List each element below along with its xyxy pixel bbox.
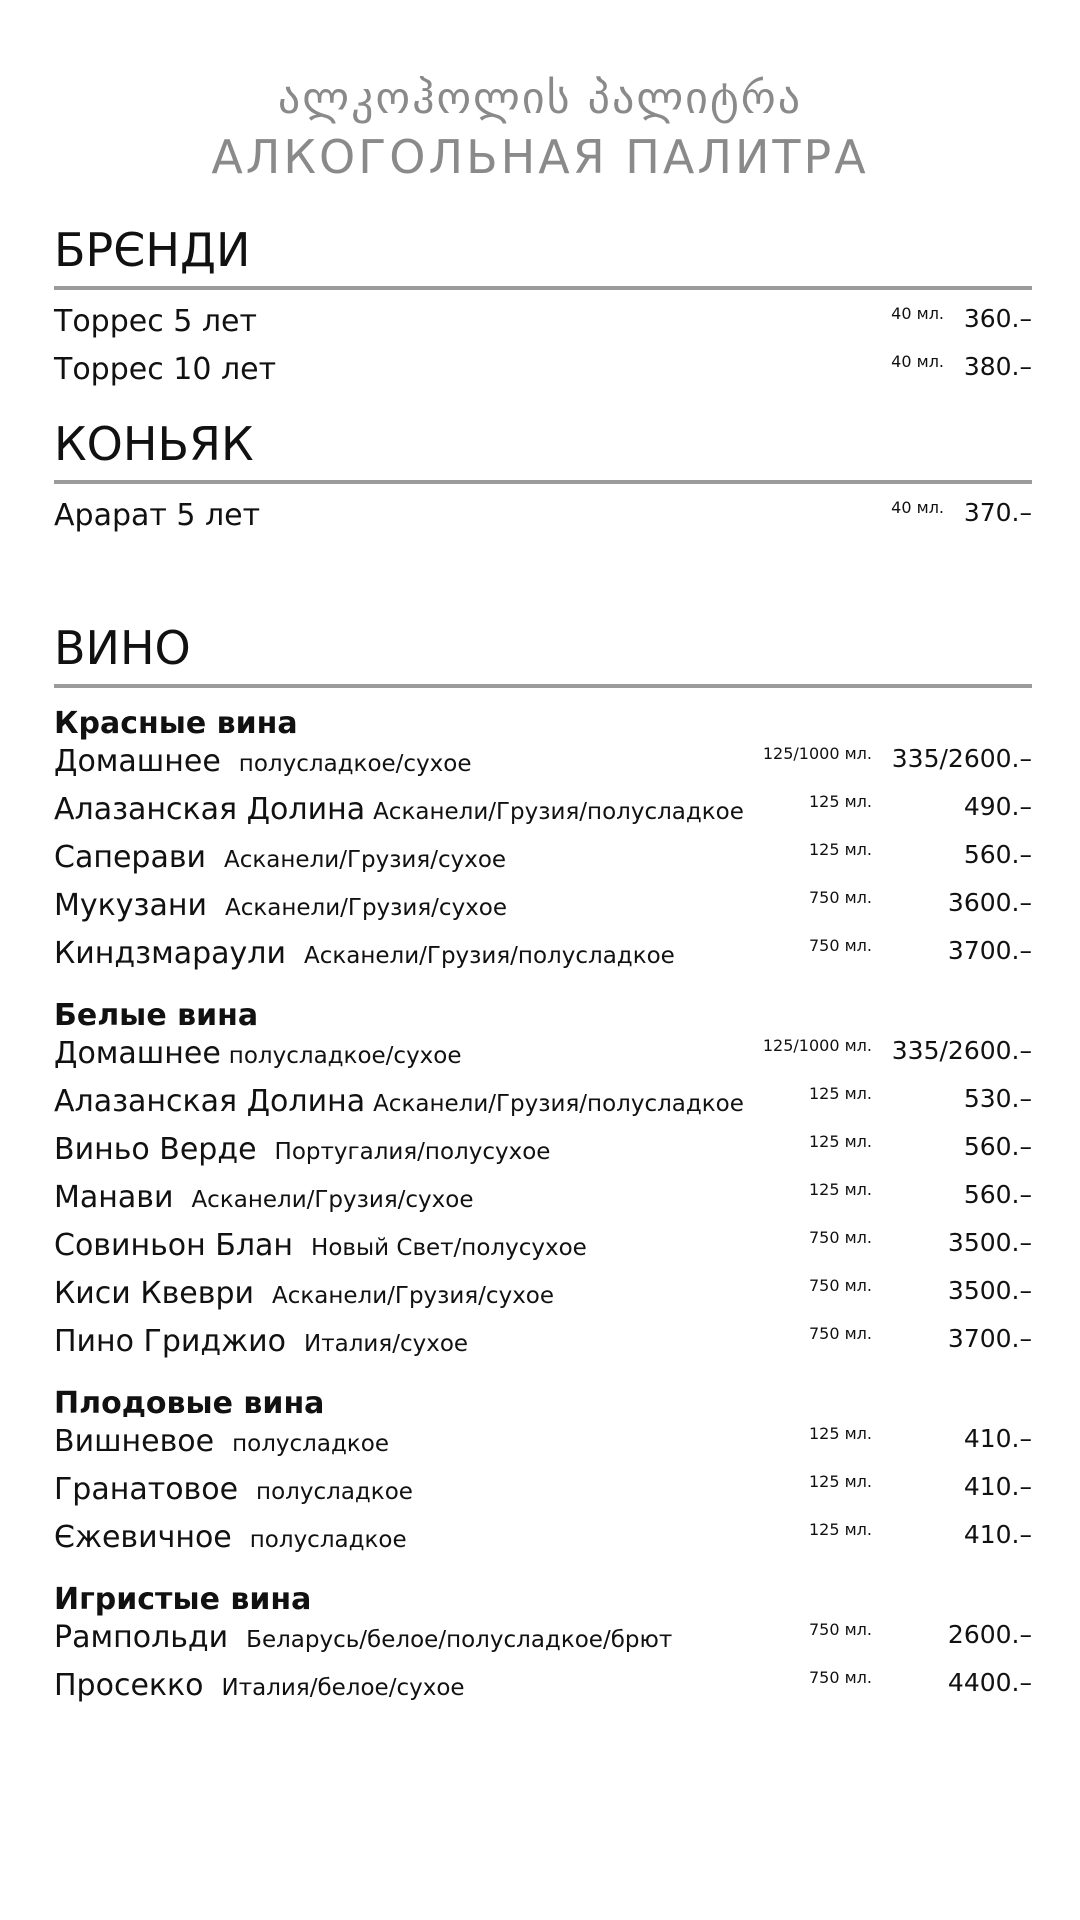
section-title: ВИНО: [54, 620, 1032, 688]
subsection-title-white: Белые вина: [54, 998, 259, 1033]
item-volume: 125 мл.: [808, 1132, 872, 1151]
menu-item: [54, 1324, 1032, 1372]
item-price: 335/2600.–: [891, 744, 1032, 773]
menu-item: [54, 1180, 1032, 1228]
item-description: Асканели/Грузия/сухое: [224, 895, 508, 921]
item-description: полусладкое: [232, 1431, 389, 1457]
item-volume: 125 мл.: [808, 840, 872, 859]
menu-item: [54, 1520, 1032, 1568]
item-volume: 750 мл.: [808, 1620, 872, 1639]
subsection-title-red: Красные вина: [54, 706, 298, 741]
item-name: Єжевичное: [54, 1520, 232, 1555]
item-price: 3500.–: [947, 1276, 1032, 1305]
item-name: Торрес 10 лет: [54, 352, 277, 387]
item-name: Мукузани: [54, 888, 207, 923]
item-volume: 750 мл.: [808, 1668, 872, 1687]
item-name: Домашнее: [54, 744, 221, 779]
menu-item: [54, 792, 1032, 840]
item-description: полусладкое/сухое: [228, 1043, 462, 1069]
item-volume: 750 мл.: [808, 1276, 872, 1295]
item-volume: 125 мл.: [808, 1180, 872, 1199]
menu-item: [54, 888, 1032, 936]
item-volume: 750 мл.: [808, 936, 872, 955]
item-price: 335/2600.–: [891, 1036, 1032, 1065]
menu-item: [54, 1084, 1032, 1132]
item-price: 560.–: [963, 840, 1032, 869]
item-price: 370.–: [963, 498, 1032, 527]
item-name: Гранатовое: [54, 1472, 239, 1507]
menu-item: [54, 1472, 1032, 1520]
menu-item: [54, 936, 1032, 984]
item-name: Манави: [54, 1180, 174, 1215]
menu-item: [54, 1620, 1032, 1668]
menu-item: [54, 744, 1032, 792]
item-price: 490.–: [963, 792, 1032, 821]
item-price: 2600.–: [947, 1620, 1032, 1649]
item-description: Новый Свет/полусухое: [311, 1235, 587, 1261]
item-description: полусладкое: [256, 1479, 413, 1505]
item-name: Пино Гриджио: [54, 1324, 287, 1359]
item-description: Асканели/Грузия/сухое: [224, 847, 507, 873]
menu-item: [54, 352, 1032, 400]
menu-item: [54, 840, 1032, 888]
item-description: Асканели/Грузия/сухое: [191, 1187, 474, 1213]
item-price: 410.–: [963, 1424, 1032, 1453]
item-name: Торрес 5 лет: [54, 304, 257, 339]
item-price: 3700.–: [947, 936, 1032, 965]
item-price: 3500.–: [947, 1228, 1032, 1257]
item-volume: 750 мл.: [808, 888, 872, 907]
header-title-georgian: ალკოჰოლის პალიტრა: [277, 73, 803, 124]
header-title-russian: АЛКОГОЛЬНАЯ ПАЛИТРА: [211, 130, 869, 184]
item-price: 560.–: [963, 1132, 1032, 1161]
section-wine: [54, 620, 1032, 1716]
item-volume: 750 мл.: [808, 1324, 872, 1343]
item-name: Арарат 5 лет: [54, 498, 261, 533]
section-cognac: [54, 416, 1032, 546]
section-title: БРЄНДИ: [54, 222, 1032, 290]
item-description: Италия/сухое: [304, 1331, 469, 1357]
item-price: 560.–: [963, 1180, 1032, 1209]
item-name: Киндзмараули: [54, 936, 286, 971]
item-description: полусладкое: [249, 1527, 407, 1553]
item-volume: 125/1000 мл.: [762, 1036, 872, 1055]
item-description: Асканели/Грузия/полусладкое: [373, 799, 744, 825]
item-description: Асканели/Грузия/полусладкое: [373, 1091, 744, 1117]
item-volume: 125 мл.: [808, 792, 872, 811]
item-name: Вишневое: [54, 1424, 215, 1459]
item-volume: 125 мл.: [808, 1472, 872, 1491]
item-price: 3700.–: [947, 1324, 1032, 1353]
menu-item: [54, 1276, 1032, 1324]
item-name: Рампольди: [54, 1620, 229, 1655]
item-price: 410.–: [963, 1472, 1032, 1501]
item-name: Виньо Верде: [54, 1132, 257, 1167]
menu-item: [54, 1424, 1032, 1472]
menu-item: [54, 1132, 1032, 1180]
item-name: Алазанская Долина: [54, 1084, 366, 1119]
item-price: 530.–: [963, 1084, 1032, 1113]
item-name: Просекко: [54, 1668, 204, 1703]
subsection-title-fruit: Плодовые вина: [54, 1386, 325, 1421]
item-description: полусладкое/сухое: [238, 751, 472, 777]
item-description: Беларусь/белое/полусладкое/брют: [246, 1627, 673, 1653]
menu-item: [54, 1668, 1032, 1716]
item-name: Домашнее: [54, 1036, 221, 1071]
menu-item: [54, 498, 1032, 546]
item-name: Саперави: [54, 840, 207, 875]
item-volume: 40 мл.: [891, 304, 944, 323]
item-volume: 125 мл.: [808, 1084, 872, 1103]
item-volume: 40 мл.: [891, 498, 944, 517]
section-title: КОНЬЯК: [54, 416, 1032, 484]
item-price: 3600.–: [947, 888, 1032, 917]
item-volume: 125/1000 мл.: [762, 744, 872, 763]
item-name: Киси Квеври: [54, 1276, 254, 1311]
item-price: 410.–: [963, 1520, 1032, 1549]
item-price: 360.–: [963, 304, 1032, 333]
menu-item: [54, 1228, 1032, 1276]
item-name: Совиньон Блан: [54, 1228, 294, 1263]
subsection-title-sparkling: Игристые вина: [54, 1582, 312, 1617]
item-price: 4400.–: [947, 1668, 1032, 1697]
item-description: Италия/белое/сухое: [221, 1675, 465, 1701]
menu-item: [54, 1036, 1032, 1084]
item-description: Асканели/Грузия/сухое: [271, 1283, 555, 1309]
item-volume: 125 мл.: [808, 1520, 872, 1539]
item-description: Асканели/Грузия/полусладкое: [303, 943, 675, 969]
item-name: Алазанская Долина: [54, 792, 366, 827]
item-description: Португалия/полусухое: [274, 1139, 551, 1165]
item-volume: 125 мл.: [808, 1424, 872, 1443]
item-volume: 40 мл.: [891, 352, 944, 371]
section-brandy: [54, 222, 1032, 400]
item-price: 380.–: [963, 352, 1032, 381]
menu-item: [54, 304, 1032, 352]
menu-header: [0, 72, 1080, 186]
item-volume: 750 мл.: [808, 1228, 872, 1247]
